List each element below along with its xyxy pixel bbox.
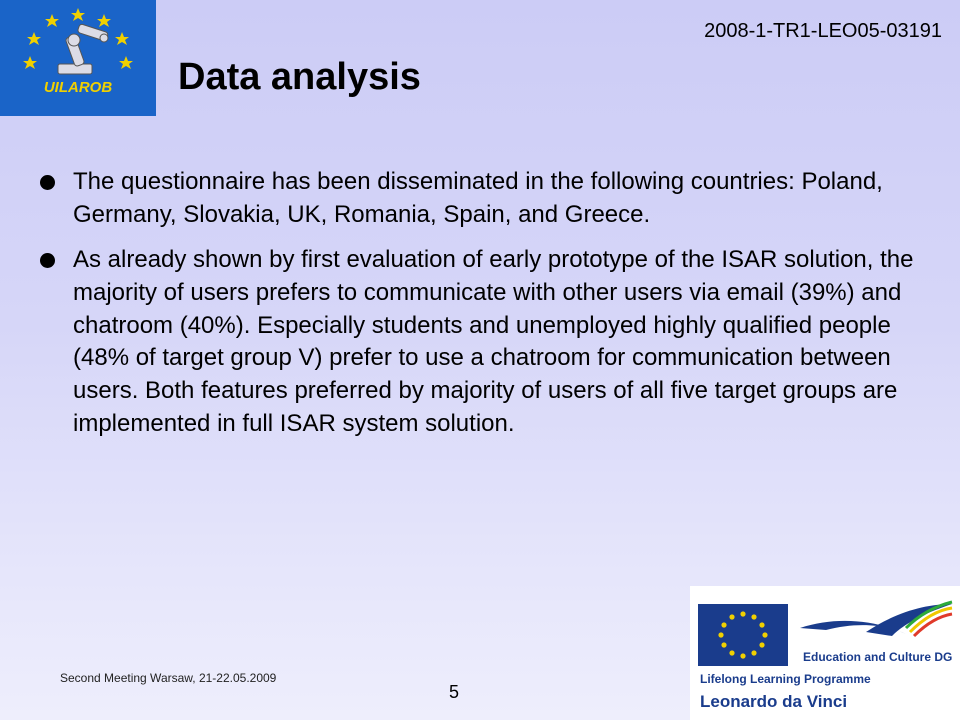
eu-flag-icon: [698, 604, 788, 666]
bullet-list: [40, 166, 920, 453]
bullet-text: The questionnaire has been disseminated in the following countries: Poland, Germany, Slovakia, UK, Romania, Spain, and Greece.: [73, 168, 883, 228]
page-title: Data analysis: [178, 56, 421, 98]
bullet-item: [40, 244, 920, 441]
project-logo: [0, 0, 156, 116]
bullet-item: [40, 166, 920, 232]
partner-line-1: Education and Culture DG: [803, 650, 953, 664]
swoosh-icon: [796, 598, 956, 648]
bullet-dot-icon: [40, 175, 55, 190]
bullet-dot-icon: [40, 253, 55, 268]
bullet-text: As already shown by first evaluation of early prototype of the ISAR solution, the majority of users prefers to communicate with other users via email (39%) and chatroom (40%). Especially students and unemployed highly qualified people (48% of target group V) prefer to use a chatroom for communication between users. Both features preferred by majority of users of all five target groups are implemented in full ISAR system solution.: [73, 245, 914, 438]
page-number: 5: [449, 682, 460, 702]
partner-logo: [690, 586, 960, 720]
robot-arm-icon: [0, 0, 156, 116]
project-logo-text: UILAROB: [43, 79, 113, 96]
partner-line-2: Lifelong Learning Programme: [700, 672, 871, 686]
partner-line-3: Leonardo da Vinci: [700, 692, 848, 711]
footer-text: Second Meeting Warsaw, 21-22.05.2009: [60, 671, 277, 685]
project-code: 2008-1-TR1-LEO05-03191: [704, 20, 942, 42]
